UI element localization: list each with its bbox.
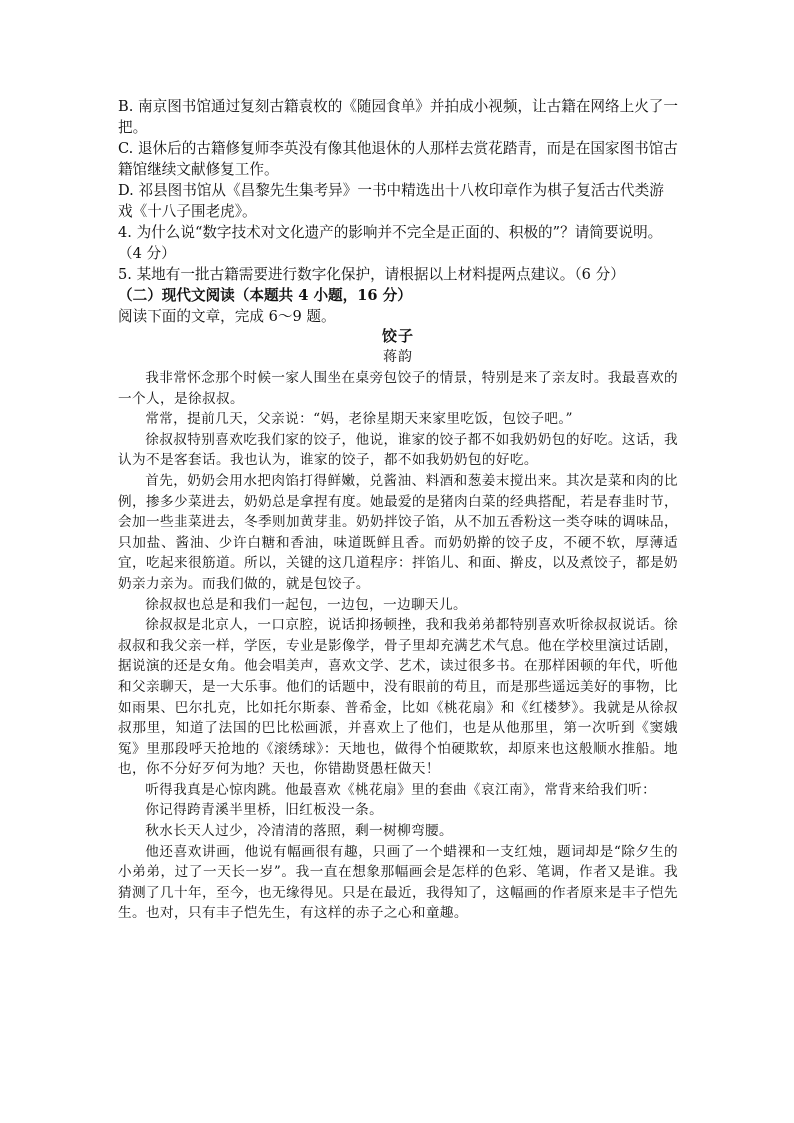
question-section bbox=[118, 96, 678, 327]
essay-paragraph: 徐叔叔也总是和我们一起包，一边包，一边聊天儿。 bbox=[145, 596, 468, 613]
option-b: B. 南京图书馆通过复刻古籍袁枚的《随园食单》并拍成小视频，让古籍在网络上火了一把。 bbox=[118, 98, 678, 136]
essay-title: 饺子 bbox=[381, 327, 414, 345]
question-4: 4. 为什么说“数字技术对文化遗产的影响并不完全是正面的、积极的”？请简要说明。（4 分） bbox=[118, 224, 663, 262]
essay-author: 蒋韵 bbox=[383, 349, 413, 365]
section-heading: （二）现代文阅读（本题共 4 小题，16 分） bbox=[118, 287, 412, 304]
option-d: D. 祁县图书馆从《昌黎先生集考异》一书中精选出十八枚印章作为棋子复活古代类游戏《十八子围老虎》。 bbox=[118, 182, 664, 220]
essay-paragraph: 我非常怀念那个时候一家人围坐在桌旁包饺子的情景，特别是来了亲友时。我最喜欢的一个人，是徐叔叔。 bbox=[118, 370, 678, 407]
option-c: C. 退休后的古籍修复师李英没有像其他退休的人那样去赏花踏青，而是在国家图书馆古籍馆继续文献修复工作。 bbox=[118, 140, 678, 178]
essay-paragraph: 常常，提前几天，父亲说：“妈，老徐星期天来家里吃饭，包饺子吧。” bbox=[145, 411, 573, 428]
essay-paragraph: 首先，奶奶会用水把肉馅打得鲜嫩，兑酱油、料酒和葱姜末搅出来。其次是菜和肉的比例，掺多少菜进去，奶奶总是拿捏有度。她最爱的是猪肉白菜的经典搭配，若是春韭时节，会加一些韭菜进去，冬季则加黄芽韭。奶奶拌饺子馅，从不加五香粉这一类夺味的调味品，只加盐、酱油、少许白糖和香油，味道既鲜且香。而奶奶擀的饺子皮，不硬不软，厚薄适宜，吃起来很筋道。所以，关键的这几道程序：拌馅儿、和面、擀皮，以及煮饺子，都是奶奶亲力亲为。而我们做的，就是包饺子。 bbox=[118, 472, 678, 592]
essay-paragraph: 徐叔叔特别喜欢吃我们家的饺子，他说，谁家的饺子都不如我奶奶包的好吃。这话，我认为不是客套话。我也认为，谁家的饺子，都不如我奶奶包的好吃。 bbox=[118, 431, 678, 469]
essay-body bbox=[118, 368, 678, 924]
poem-line: 你记得跨青溪半里桥，旧红板没一条。 bbox=[145, 802, 384, 819]
essay-paragraph: 他还喜欢讲画，他说有幅画很有趣，只画了一个蜡裸和一支红烛，题词却是“除夕生的小弟弟，过了一天长一岁”。我一直在想象那幅画会是怎样的色彩、笔调，作者又是谁。我猜测了几十年，至今，也无缘得见。只是在最近，我得知了，这幅画的作者原来是丰子恺先生。也对，只有丰子恺先生，有这样的赤子之心和童趣。 bbox=[118, 843, 678, 922]
poem-line: 秋水长天人过少，冷清清的落照，剩一树柳弯腰。 bbox=[145, 823, 454, 840]
essay-header bbox=[118, 326, 678, 368]
essay-paragraph: 徐叔叔是北京人，一口京腔，说话抑扬顿挫，我和我弟弟都特别喜欢听徐叔叔说话。徐叔叔和我父亲一样，学医，专业是影像学，骨子里却充满艺术气息。他在学校里演过话剧，据说演的还是女角。他会唱美声，喜欢文学、艺术，读过很多书。在那样困顿的年代，听他和父亲聊天，是一大乐事。他们的话题中，没有眼前的苟且，而是那些遥远美好的事物，比如雨果、巴尔扎克，比如托尔斯泰、普希金，比如《桃花扇》和《红楼梦》。我就是从徐叔叔那里，知道了法国的巴比松画派，并喜欢上了他们，也是从他那里，第一次听到《窦娥冤》里那段呼天抢地的《滚绣球》：天地也，做得个怕硬欺软，却原来也这般顺水推船。地也，你不分好歹何为地？天也，你错勘贤愚枉做天！ bbox=[118, 617, 678, 778]
section-instruction: 阅读下面的文章，完成 6～9 题。 bbox=[118, 308, 336, 325]
question-5: 5. 某地有一批古籍需要进行数字化保护，请根据以上材料提两点建议。（6 分） bbox=[118, 266, 625, 283]
essay-paragraph: 听得我真是心惊肉跳。他最喜欢《桃花扇》里的套曲《哀江南》，常背来给我们听： bbox=[145, 781, 657, 798]
